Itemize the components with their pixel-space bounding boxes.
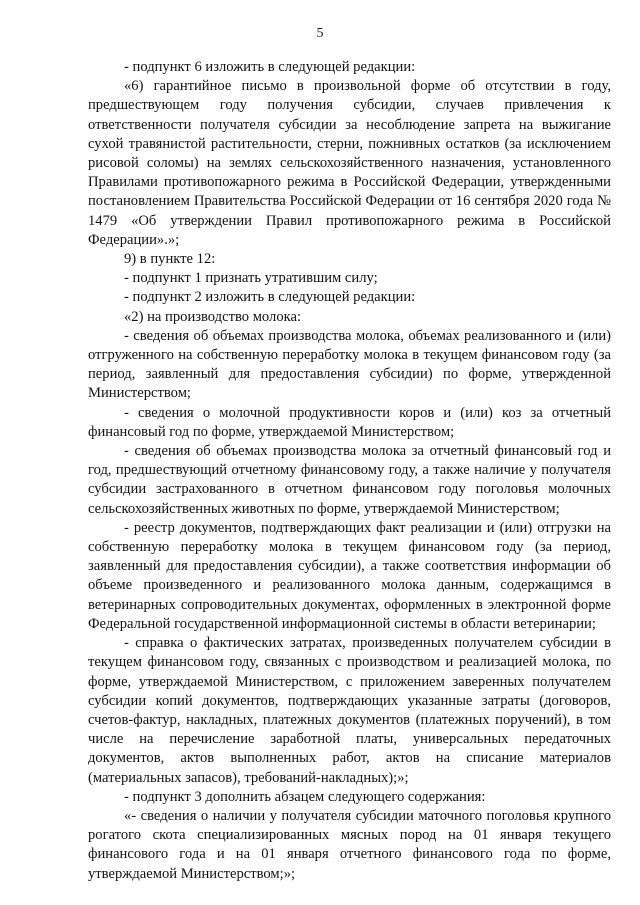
paragraph: «2) на производство молока: bbox=[124, 308, 302, 325]
paragraph: - подпункт 3 дополнить абзацем следующего содержания: bbox=[124, 788, 486, 805]
paragraph: - подпункт 1 признать утратившим силу; bbox=[124, 270, 378, 287]
document-body bbox=[88, 58, 611, 884]
paragraph: - сведения об объемах производства молока за отчетный финансовый год и год, предшествующий отчетному финансовому году, а также наличие у получателя субсидии застрахованного в отчетном финансовом году поголовья молочных сельскохозяйственных животных по форме, утверждаемой Министерством; bbox=[88, 443, 611, 517]
paragraph: - подпункт 6 изложить в следующей редакции: bbox=[124, 59, 416, 75]
page-number: 5 bbox=[316, 26, 324, 41]
paragraph: - сведения о молочной продуктивности коров и (или) коз за отчетный финансовый год по форме, утверждаемой Министерством; bbox=[88, 404, 611, 440]
paragraph: - реестр документов, подтверждающих факт реализации и (или) отгрузки на собственную переработку молока в текущем финансовом году (за период, заявленный для предоставления субсидии), а также соответствия информации об объеме произведенного и реализованного молока данным, содержащимся в ветеринарных сопроводительных документах, оформленных в электронной форме Федеральной государственной информационной системы в области ветеринарии; bbox=[88, 519, 611, 632]
paragraph: «- сведения о наличии у получателя субсидии маточного поголовья крупного рогатого скота специализированных мясных пород на 01 января текущего финансового года и на 01 января отчетного финансового года по форме, утверждаемой Министерством;»; bbox=[88, 807, 611, 882]
paragraph: - справка о фактических затратах, произведенных получателем субсидии в текущем финансовом году, связанных с производством и реализацией молока, по форме, утверждаемой Министерством, с приложением заверенных получателем субсидии копий документов, подтверждающих указанные затраты (договоров, счетов-фактур, накладных, платежных документов (платежных поручений), в том числе на перечисление заработной платы, универсальных передаточных документов, актов выполненных работ, актов на списание материалов (материальных запасов), требований-накладных);»; bbox=[88, 635, 611, 786]
paragraph: - подпункт 2 изложить в следующей редакции: bbox=[124, 289, 416, 306]
paragraph: 9) в пункте 12: bbox=[124, 251, 216, 268]
paragraph: - сведения об объемах производства молока, объемах реализованного и (или) отгруженного на собственную переработку молока в текущем финансовом году (за период, заявленный для предоставления субсидии) по форме, утвержденной Министерством; bbox=[88, 327, 611, 402]
paragraph: «6) гарантийное письмо в произвольной форме об отсутствии в году, предшествующем году получения субсидии, случаев привлечения к ответственности получателя субсидии за несоблюдение запрета на выжигание сухой травянистой растительности, стерни, пожнивных остатков (за исключением рисовой соломы) на землях сельскохозяйственного назначения, установленного Правилами противопожарного режима в Российской Федерации, утвержденными постановлением Правительства Российской Федерации от 16 сентября 2020 года № 1479 «Об утверждении Правил противопожарного режима в Российской Федерации».»; bbox=[88, 78, 611, 248]
